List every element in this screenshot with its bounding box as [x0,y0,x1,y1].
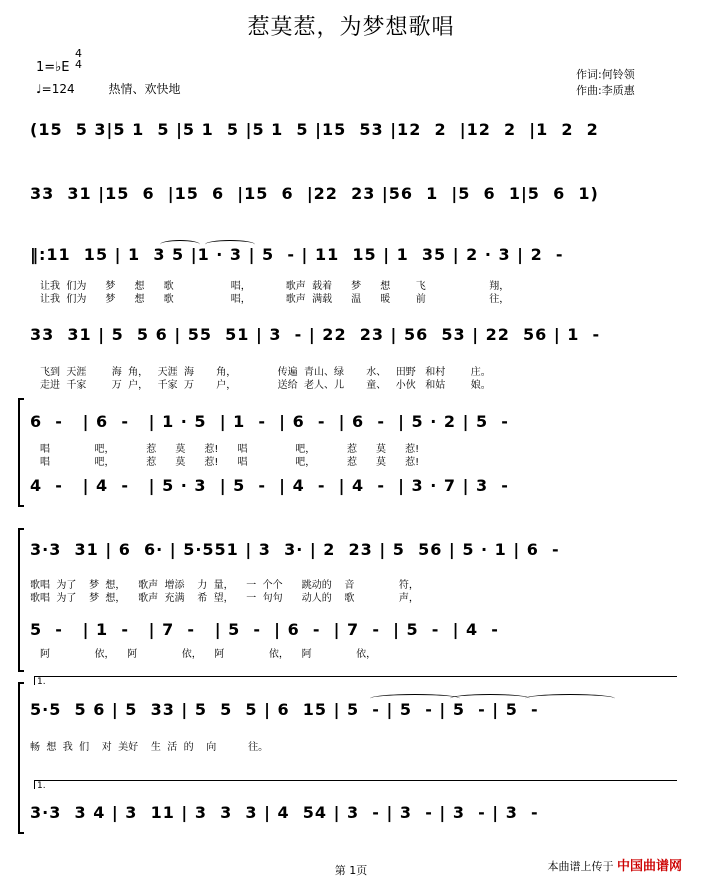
lyric-verse-2: 走进 千家 万 户， 千家 万 户， 送给 老人、儿 童、 小伙 和姑 娘。 [40,380,491,391]
system-brace [18,682,24,834]
quarter-note-icon: ♩ [36,82,42,96]
volta-bracket: 1. [34,780,677,789]
meter-top: 4 [75,47,82,60]
time-signature [75,48,82,70]
slur [160,240,200,249]
slur [525,694,615,703]
lyric-verse-1: 飞到 天涯 海 角， 天涯 海 角， 传遍 青山、绿 水、 田野 和村 庄。 [40,367,491,378]
notation-line: (15 5 3|5 1 5 |5 1 5 |5 1 5 |15 53 |12 2 |12 2 |1 2 2 [30,120,599,139]
lyric-verse-1: 畅 想 我 们 对 美好 生 活 的 向 往。 [30,742,269,753]
notation-line: 3·3 3 4 | 3 11 | 3 3 3 | 4 54 | 3 - | 3 - | 3 - | 3 - [30,803,539,822]
page-title: 惹莫惹，为梦想歌唱 [247,15,455,40]
upload-credit [547,855,682,874]
lyricist: 作词:何铃领 [576,68,635,81]
composer: 作曲:李质惠 [576,84,635,97]
notation-line: ‖:11 15 | 1 3 5 |1 · 3 | 5 - | 11 15 | 1 35 | 2 · 3 | 2 - [30,245,564,264]
key-signature: 1=♭E [36,60,70,75]
site-logo: 中国曲谱网 [616,859,682,874]
lyric-verse-2: 歌唱 为了 梦 想， 歌声 充满 希 望， 一 句句 动人的 歌 声， [30,593,419,604]
notation-line: 33 31 | 5 5 6 | 55 51 | 3 - | 22 23 | 56 53 | 22 56 | 1 - [30,325,601,344]
slur [450,694,530,703]
lyric-verse-1: 唱 吧， 惹 莫 惹! 唱 吧， 惹 莫 惹! [40,444,420,455]
notation-line: 3·3 31 | 6 6· | 5·551 | 3 3· | 2 23 | 5 56 | 5 · 1 | 6 - [30,540,560,559]
lyric-verse-1: 阿 依， 阿 依， 阿 依， 阿 依， [40,649,377,660]
notation-line: 5 - | 1 - | 7 - | 5 - | 6 - | 7 - | 5 - | 4 - [30,620,499,639]
slur [205,240,255,249]
notation-line: 4 - | 4 - | 5 · 3 | 5 - | 4 - | 4 - | 3 · 7 | 3 - [30,476,509,495]
notation-line: 33 31 |15 6 |15 6 |15 6 |22 23 |56 1 |5 6 1|5 6 1) [30,184,599,203]
lyric-verse-1: 歌唱 为了 梦 想， 歌声 增添 力 量， 一 个个 跳动的 音 符， [30,580,419,591]
lyric-verse-2: 让我 们为 梦 想 歌 唱， 歌声 满载 温 暖 前 往， [40,294,510,305]
system-brace [18,398,24,507]
lyric-verse-2: 唱 吧， 惹 莫 惹! 唱 吧， 惹 莫 惹! [40,457,420,468]
upload-text: 本曲谱上传于 [547,860,614,873]
tempo-marking [36,80,180,97]
system-brace [18,528,24,672]
tempo-value: =124 [41,82,75,96]
page-number: 第 1页 [334,864,368,877]
notation-line: 6 - | 6 - | 1 · 5 | 1 - | 6 - | 6 - | 5 · 2 | 5 - [30,412,509,431]
meter-bottom: 4 [75,58,82,71]
lyric-verse-1: 让我 们为 梦 想 歌 唱， 歌声 载着 梦 想 飞 翔， [40,281,510,292]
notation-line: 5·5 5 6 | 5 33 | 5 5 5 | 6 15 | 5 - | 5 - | 5 - | 5 - [30,700,539,719]
mood-marking: 热情、欢快地 [108,82,181,96]
volta-bracket: 1. [34,676,677,685]
slur [370,694,460,703]
